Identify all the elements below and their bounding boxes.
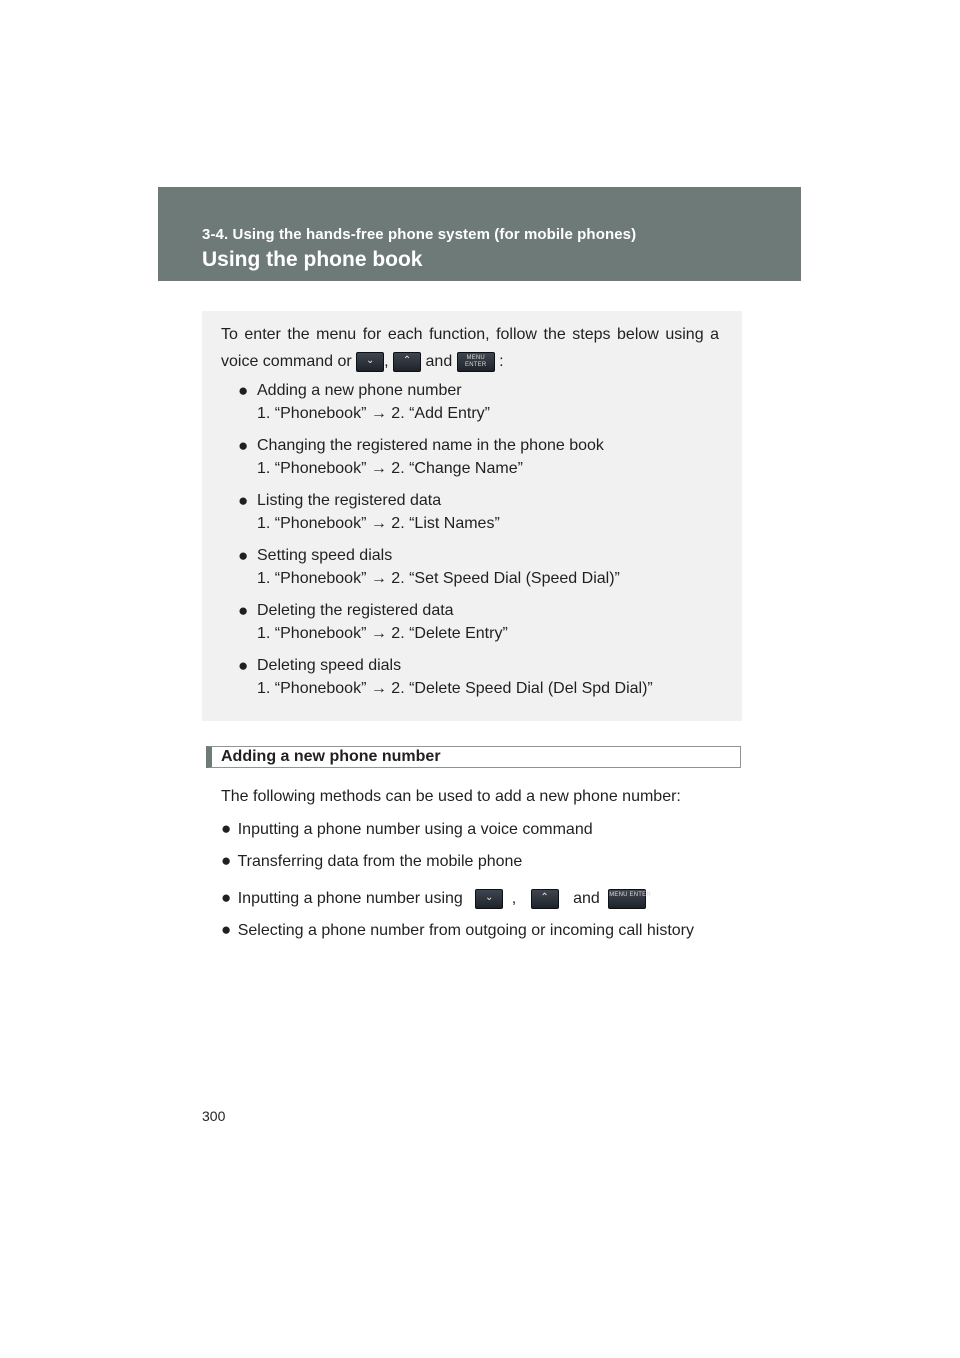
bullet-icon: ● bbox=[238, 546, 249, 565]
bullet-icon: ● bbox=[221, 920, 232, 939]
bullet-text: Inputting a phone number using a voice command bbox=[237, 821, 593, 838]
bullet-icon: ● bbox=[238, 381, 249, 400]
item-step: 1. “Phonebook” → 2. “Delete Entry” bbox=[257, 625, 508, 642]
item-step: 1. “Phonebook” → 2. “List Names” bbox=[257, 515, 500, 532]
comma-separator: , bbox=[384, 353, 389, 370]
menu-info-box bbox=[202, 311, 742, 721]
bullet-icon: ● bbox=[238, 436, 249, 455]
info-intro-text: To enter the menu for each function, follow the steps below using a voice command or bbox=[221, 326, 719, 370]
item-step: 1. “Phonebook” → 2. “Add Entry” bbox=[257, 405, 490, 422]
page-number: 300 bbox=[202, 1108, 226, 1124]
up-button-icon: ⌃ bbox=[393, 352, 421, 372]
bullet-icon: ● bbox=[221, 888, 232, 907]
item-title: Setting speed dials bbox=[257, 547, 393, 564]
bullet-text: Selecting a phone number from outgoing or incoming call history bbox=[237, 922, 694, 939]
item-step: 1. “Phonebook” → 2. “Set Speed Dial (Speed Dial)” bbox=[257, 570, 620, 587]
section-intro: The following methods can be used to add a new phone number: bbox=[221, 788, 681, 805]
item-title: Deleting the registered data bbox=[257, 602, 454, 619]
bullet-icon: ● bbox=[238, 601, 249, 620]
bullet-icon: ● bbox=[221, 851, 232, 870]
item-step: 1. “Phonebook” → 2. “Change Name” bbox=[257, 460, 523, 477]
bullet-text: Inputting a phone number using bbox=[237, 890, 463, 907]
bullet-icon: ● bbox=[238, 656, 249, 675]
section-breadcrumb: 3-4. Using the hands-free phone system (for mobile phones) bbox=[202, 226, 637, 243]
list-item bbox=[221, 818, 593, 841]
and-text: and bbox=[573, 890, 600, 907]
item-step: 1. “Phonebook” → 2. “Delete Speed Dial (Del Spd Dial)” bbox=[257, 680, 653, 697]
list-item bbox=[221, 919, 694, 942]
item-title: Changing the registered name in the phone book bbox=[257, 437, 604, 454]
item-title: Adding a new phone number bbox=[257, 382, 462, 399]
subsection-heading-bar bbox=[206, 746, 741, 768]
bullet-icon: ● bbox=[221, 819, 232, 838]
bullet-icon: ● bbox=[238, 491, 249, 510]
comma-separator: , bbox=[511, 890, 517, 907]
page-title: Using the phone book bbox=[202, 248, 423, 271]
subsection-heading: Adding a new phone number bbox=[221, 748, 441, 765]
item-title: Deleting speed dials bbox=[257, 657, 402, 674]
section-header-bar bbox=[158, 187, 801, 281]
list-item bbox=[221, 887, 651, 910]
up-button-icon: ⌃ bbox=[531, 889, 559, 909]
item-title: Listing the registered data bbox=[257, 492, 442, 509]
down-button-icon: ⌄ bbox=[475, 889, 503, 909]
colon-text: : bbox=[499, 353, 504, 370]
menu-enter-button-icon: MENU ENTER bbox=[608, 889, 646, 909]
and-text: and bbox=[425, 353, 453, 370]
list-item bbox=[221, 850, 522, 873]
info-intro bbox=[221, 321, 719, 375]
down-button-icon: ⌄ bbox=[356, 352, 384, 372]
menu-enter-button-icon: MENU ENTER bbox=[457, 352, 495, 372]
bullet-text: Transferring data from the mobile phone bbox=[237, 853, 523, 870]
